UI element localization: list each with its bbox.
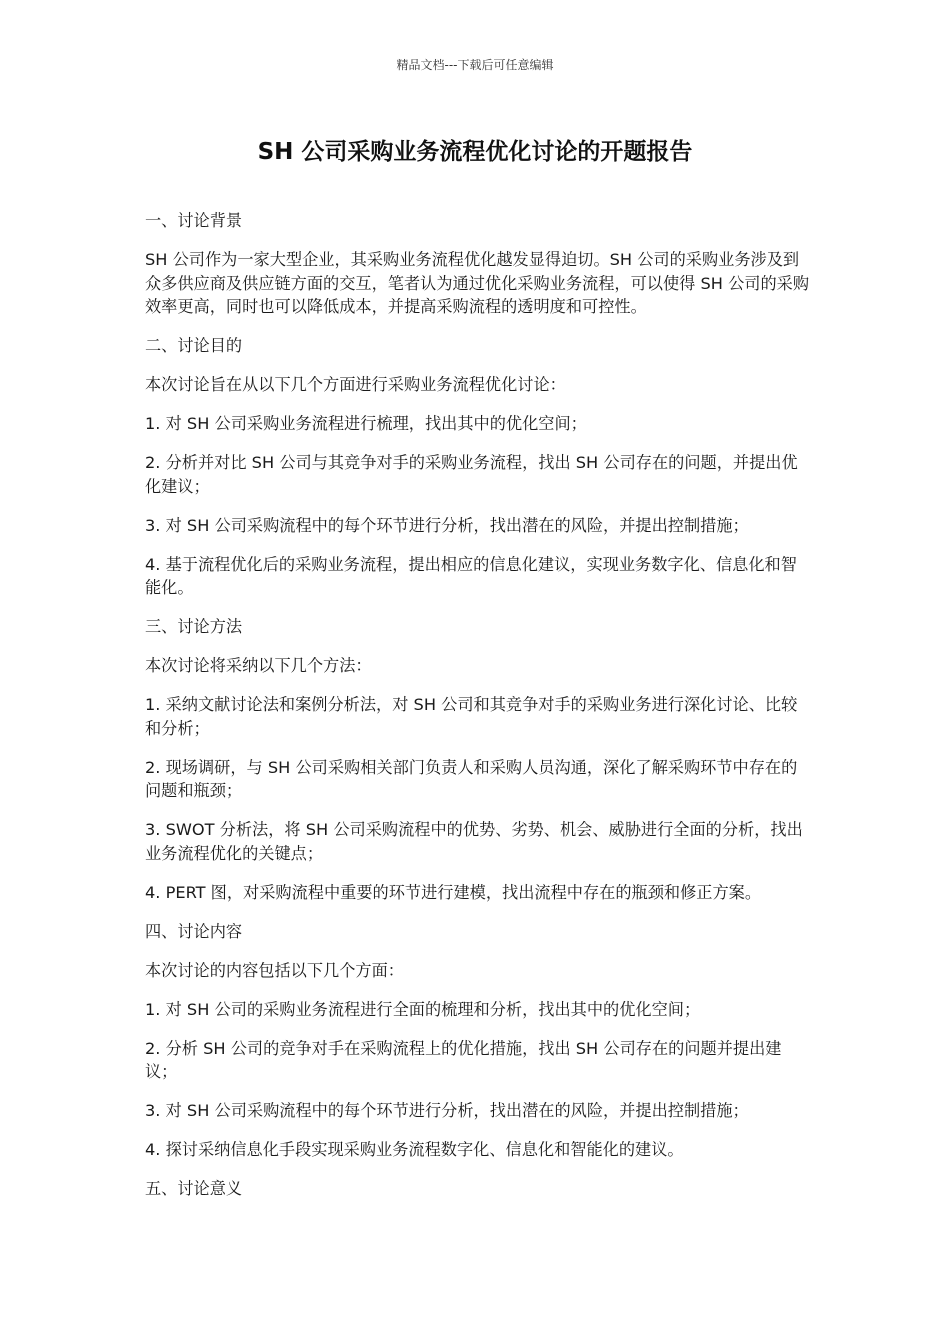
section-heading-content: 四、讨论内容	[145, 921, 243, 941]
list-item-purpose-4: 4. 基于流程优化后的采购业务流程，提出相应的信息化建议，实现业务数字化、信息化和智能化。	[145, 554, 797, 597]
document-body	[145, 209, 810, 1216]
section-heading-purpose: 二、讨论目的	[145, 336, 243, 355]
section-heading-method: 三、讨论方法	[145, 617, 243, 636]
list-item-content-1: 1. 对 SH 公司的采购业务流程进行全面的梳理和分析，找出其中的优化空间；	[145, 999, 701, 1019]
list-item-method-2: 2. 现场调研，与 SH 公司采购相关部门负责人和采购人员沟通，深化了解采购环节中存在的问题和瓶颈；	[145, 757, 798, 800]
list-item-content-2: 2. 分析 SH 公司的竞争对手在采购流程上的优化措施，找出 SH 公司存在的问题并提出建议；	[145, 1038, 782, 1081]
list-item-purpose-2: 2. 分析并对比 SH 公司与其竞争对手的采购业务流程，找出 SH 公司存在的问题，并提出优化建议；	[145, 453, 798, 496]
list-item-method-3: 3. SWOT 分析法，将 SH 公司采购流程中的优势、劣势、机会、威胁进行全面的分析，找出业务流程优化的关键点；	[145, 820, 803, 863]
section-heading-significance: 五、讨论意义	[145, 1179, 243, 1198]
document-title: SH 公司采购业务流程优化讨论的开题报告	[257, 139, 693, 165]
paragraph-background: SH 公司作为一家大型企业，其采购业务流程优化越发显得迫切。SH 公司的采购业务涉及到众多供应商及供应链方面的交互，笔者认为通过优化采购业务流程，可以使得 SH 公司的采购效率更高，同时也可以降低成本，并提高采购流程的透明度和可控性。	[145, 250, 810, 316]
list-item-purpose-3: 3. 对 SH 公司采购流程中的每个环节进行分析，找出潜在的风险，并提出控制措施；	[145, 515, 749, 535]
list-item-content-4: 4. 探讨采纳信息化手段实现采购业务流程数字化、信息化和智能化的建议。	[145, 1140, 684, 1159]
list-item-purpose-1: 1. 对 SH 公司采购业务流程进行梳理，找出其中的优化空间；	[145, 414, 587, 433]
paragraph-method-intro: 本次讨论将采纳以下几个方法：	[145, 656, 372, 675]
section-heading-background: 一、讨论背景	[145, 211, 243, 230]
list-item-method-4: 4. PERT 图，对采购流程中重要的环节进行建模，找出流程中存在的瓶颈和修正方案。	[145, 882, 762, 902]
list-item-method-1: 1. 采纳文献讨论法和案例分析法，对 SH 公司和其竞争对手的采购业务进行深化讨论、比较和分析；	[145, 695, 798, 738]
list-item-content-3: 3. 对 SH 公司采购流程中的每个环节进行分析，找出潜在的风险，并提出控制措施；	[145, 1101, 749, 1120]
paragraph-purpose-intro: 本次讨论旨在从以下几个方面进行采购业务流程优化讨论：	[145, 375, 566, 394]
page-header: 精品文档---下载后可任意编辑	[396, 58, 554, 72]
paragraph-content-intro: 本次讨论的内容包括以下几个方面：	[145, 960, 404, 980]
